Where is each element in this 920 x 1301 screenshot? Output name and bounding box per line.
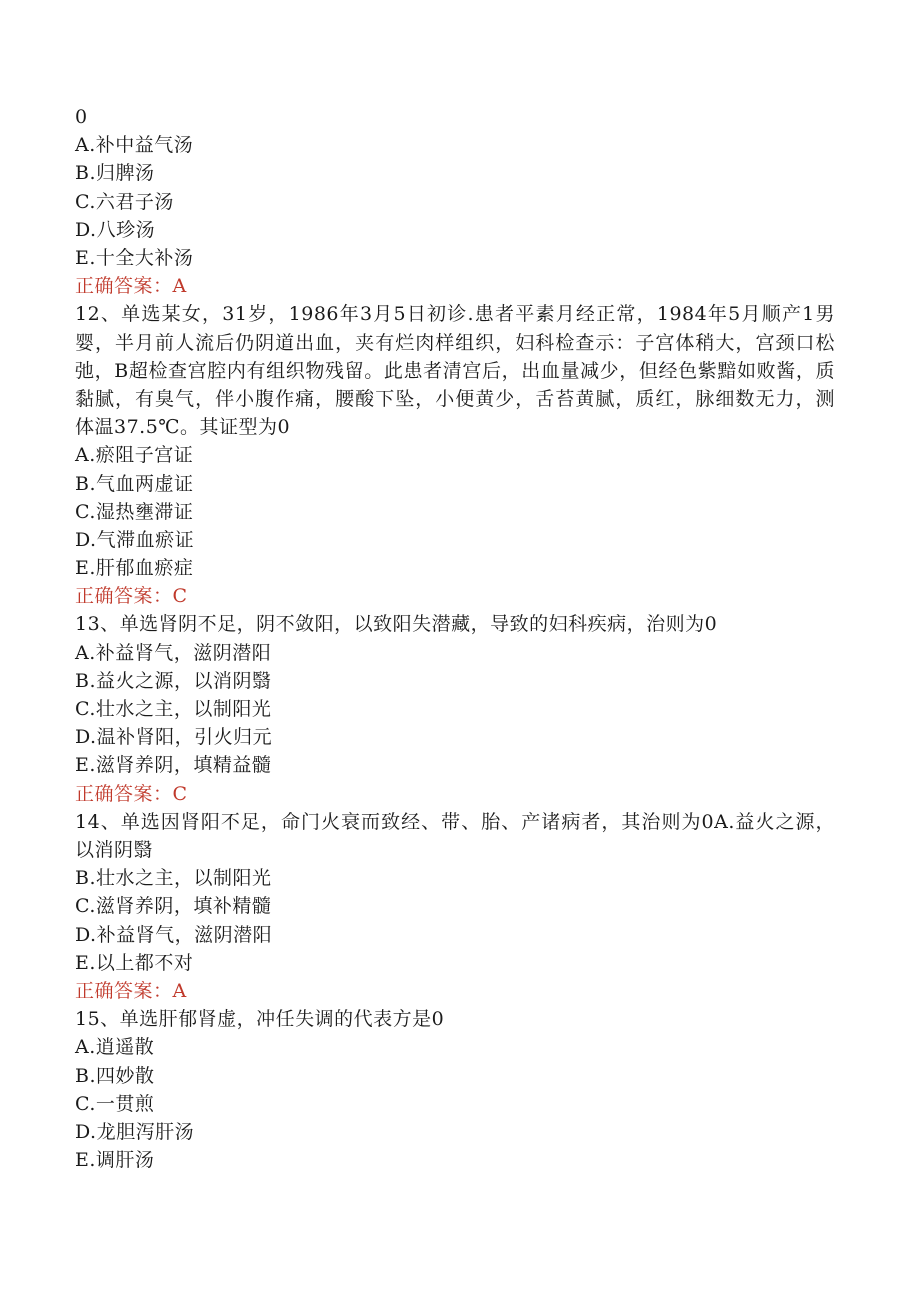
answer-label: 正确答案： xyxy=(75,782,173,805)
q14-option-c: C.滋肾养阴，填补精髓 xyxy=(75,895,272,918)
answer-value: A xyxy=(172,275,187,298)
option-e: E.十全大补汤 xyxy=(75,246,194,269)
q12-option-d: D.气滞血瘀证 xyxy=(75,528,195,551)
question-13-text: 13、单选肾阴不足，阴不敛阳，以致阳失潜藏，导致的妇科疾病，治则为0 xyxy=(75,613,718,636)
q15-option-c: C.一贯煎 xyxy=(75,1092,155,1115)
question-14-text: 14、单选因肾阳不足，命门火衰而致经、带、胎、产诸病者，其治则为0A.益火之源，以消阴翳 xyxy=(75,810,835,861)
option-c: C.六君子汤 xyxy=(75,190,174,213)
q12-option-e: E.肝郁血瘀症 xyxy=(75,557,194,580)
question-list xyxy=(75,103,835,1174)
q13-option-c: C.壮水之主，以制阳光 xyxy=(75,698,272,721)
q13-option-e: E.滋肾养阴，填精益髓 xyxy=(75,754,272,777)
q12-option-c: C.湿热壅滞证 xyxy=(75,500,194,523)
q13-option-d: D.温补肾阳，引火归元 xyxy=(75,726,273,749)
q15-option-d: D.龙胆泻肝汤 xyxy=(75,1120,195,1143)
question-tail: 0 xyxy=(75,106,88,128)
q12-answer-value: C xyxy=(172,585,188,608)
q12-answer-line xyxy=(75,582,835,610)
option-d: D.八珍汤 xyxy=(75,218,156,241)
q12-option-b: B.气血两虚证 xyxy=(75,472,194,495)
answer-label: 正确答案： xyxy=(75,585,173,608)
option-a: A.补中益气汤 xyxy=(75,134,194,157)
q14-answer-value: A xyxy=(172,979,187,1002)
answer-line xyxy=(75,272,835,300)
question-15-text: 15、单选肝郁肾虚，冲任失调的代表方是0 xyxy=(75,1008,445,1031)
q13-option-b: B.益火之源，以消阴翳 xyxy=(75,669,272,692)
option-b: B.归脾汤 xyxy=(75,162,155,185)
q13-answer-value: C xyxy=(172,782,188,805)
q12-option-a: A.瘀阻子宫证 xyxy=(75,444,194,467)
question-12-text: 12、单选某女，31岁，1986年3月5日初诊.患者平素月经正常，1984年5月顺产1男婴，半月前人流后仍阴道出血，夹有烂肉样组织，妇科检查示：子宫体稍大，宫颈口松弛，B超检查宫腔内有组织物残留。此患者清宫后，出血量减少，但经色紫黯如败酱，质黏腻，有臭气，伴小腹作痛，腰酸下坠，小便黄少，舌苔黄腻，质红，脉细数无力，测体温37.5℃。其证型为0 xyxy=(75,303,835,439)
q13-option-a: A.补益肾气，滋阴潜阳 xyxy=(75,641,272,664)
q15-option-b: B.四妙散 xyxy=(75,1064,155,1087)
q13-answer-line xyxy=(75,780,835,808)
answer-label: 正确答案： xyxy=(75,275,173,298)
q14-answer-line xyxy=(75,977,835,1005)
answer-label: 正确答案： xyxy=(75,979,173,1002)
q14-option-e: E.以上都不对 xyxy=(75,951,194,974)
q15-option-a: A.逍遥散 xyxy=(75,1036,155,1059)
q14-option-d: D.补益肾气，滋阴潜阳 xyxy=(75,923,273,946)
q14-option-b: B.壮水之主，以制阳光 xyxy=(75,867,272,890)
q15-option-e: E.调肝汤 xyxy=(75,1149,155,1172)
